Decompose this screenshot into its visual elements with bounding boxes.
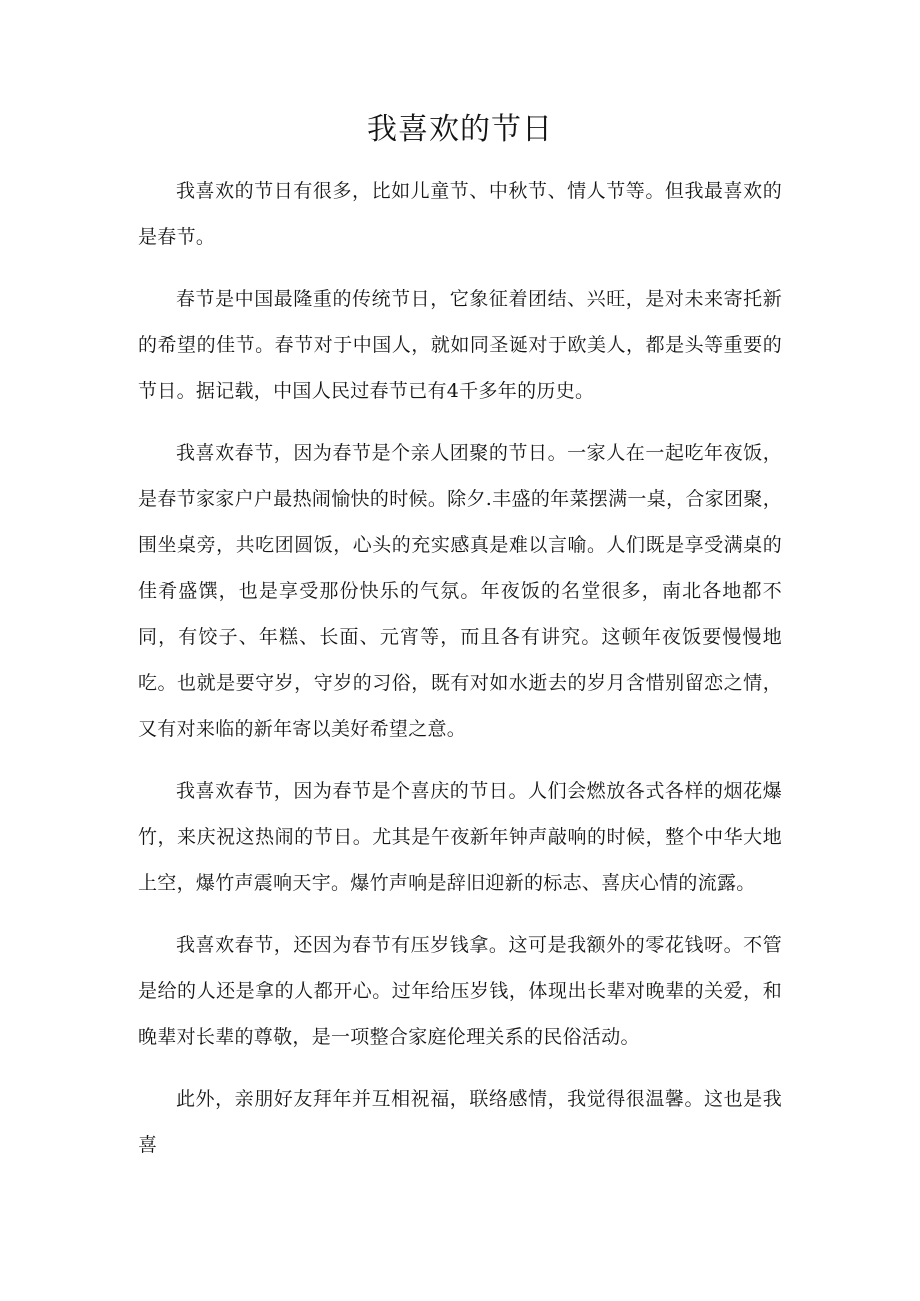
paragraph-lucky-money: 我喜欢春节，还因为春节有压岁钱拿。这可是我额外的零花钱呀。不管是给的人还是拿的人都开心。过年给压岁钱，体现出长辈对晚辈的关爱，和晚辈对长辈的尊敬，是一项整合家庭伦理关系的民俗活动。 [138,934,782,1048]
paragraph-reunion-dinner: 我喜欢春节，因为春节是个亲人团聚的节日。一家人在一起吃年夜饭，是春节家家户户最热闹愉快的时候。除夕.丰盛的年菜摆满一桌，合家团聚，围坐桌旁，共吃团圆饭，心头的充实感真是难以言喻。人们既是享受满桌的佳肴盛馔，也是享受那份快乐的气氛。年夜饭的名堂很多，南北各地都不同，有饺子、年糕、长面、元宵等，而且各有讲究。这顿年夜饭要慢慢地吃。也就是要守岁，守岁的习俗，既有对如水逝去的岁月含惜别留恋之情，又有对来临的新年寄以美好希望之意。 [138,442,782,740]
paragraph-intro: 我喜欢的节日有很多，比如儿童节、中秋节、情人节等。但我最喜欢的是春节。 [138,180,782,248]
document-title: 我喜欢的节日 [367,112,553,147]
paragraph-firecrackers: 我喜欢春节，因为春节是个喜庆的节日。人们会燃放各式各样的烟花爆竹，来庆祝这热闹的节日。尤其是午夜新年钟声敲响的时候，整个中华大地上空，爆竹声震响天宇。爆竹声响是辞旧迎新的标志、喜庆心情的流露。 [138,780,782,894]
paragraph-spring-festival-meaning: 春节是中国最隆重的传统节日，它象征着团结、兴旺，是对未来寄托新的希望的佳节。春节对于中国人，就如同圣诞对于欧美人，都是头等重要的节日。据记载，中国人民过春节已有4千多年的历史。 [138,288,782,402]
paragraph-new-year-greetings: 此外，亲朋好友拜年并互相祝福，联络感情，我觉得很温馨。这也是我喜 [138,1088,782,1156]
document-body [138,168,782,1184]
